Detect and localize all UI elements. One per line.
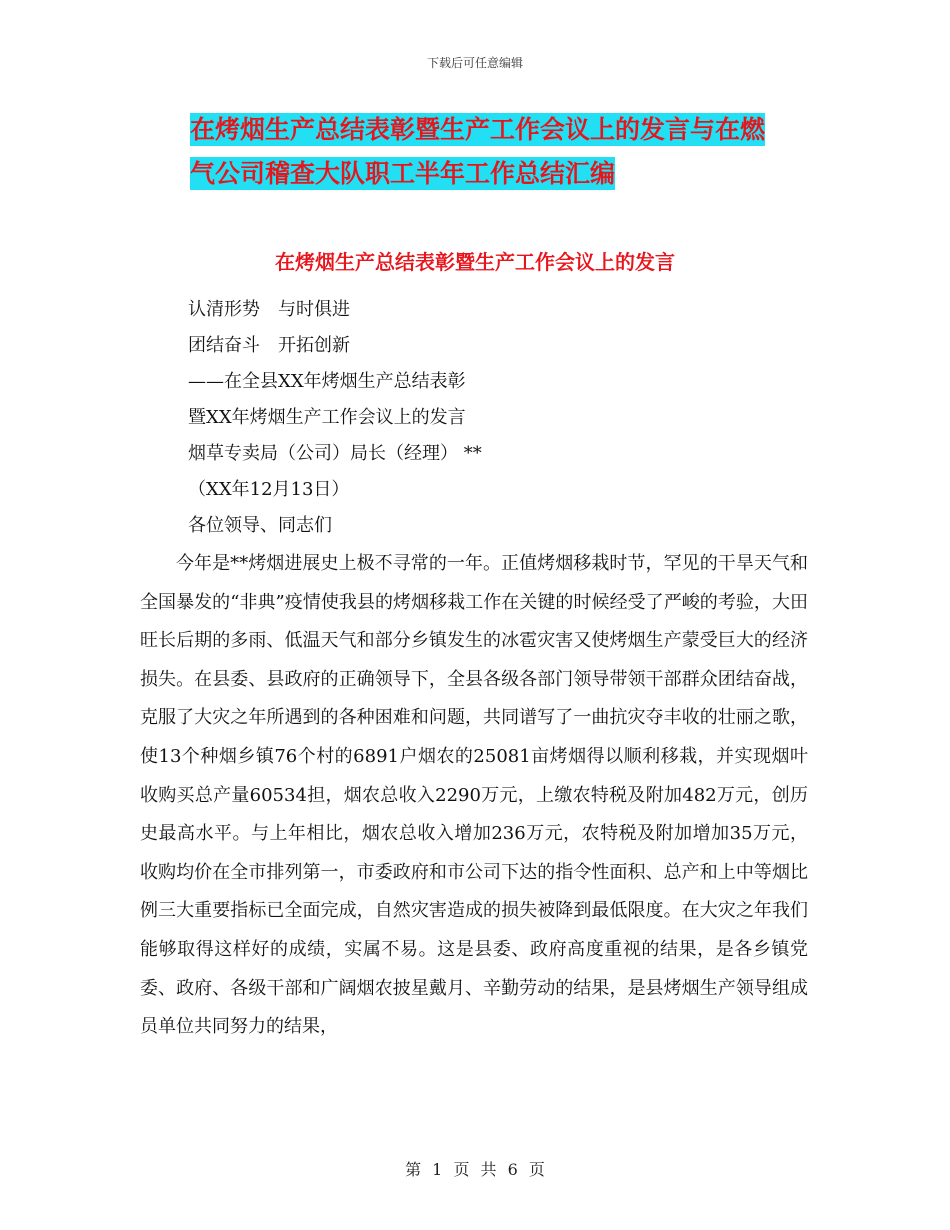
intro-line: 认清形势 与时俱进 bbox=[188, 299, 350, 320]
intro-line: 烟草专卖局（公司）局长（经理） ** bbox=[188, 443, 482, 464]
intro-line: 团结奋斗 开拓创新 bbox=[188, 335, 350, 356]
intro-line: （XX年12月13日） bbox=[188, 479, 350, 500]
body-paragraph: 今年是**烤烟进展史上极不寻常的一年。正值烤烟移栽时节，罕见的干旱天气和全国暴发的“非典”疫情使我县的烤烟移栽工作在关键的时候经受了严峻的考验，大田旺长后期的多雨、低温天气和部分乡镇发生的冰雹灾害又使烤烟生产蒙受巨大的经济损失。在县委、县政府的正确领导下，全县各级各部门领导带领干部群众团结奋战，克服了大灾之年所遇到的各种困难和问题，共同谱写了一曲抗灾夺丰收的壮丽之歌，使13个种烟乡镇76个村的6891户烟农的25081亩烤烟得以顺利移栽，并实现烟叶收购买总产量60534担，烟农总收入2290万元，上缴农特税及附加482万元，创历史最高水平。与上年相比，烟农总收入增加236万元，农特税及附加增加35万元，收购均价在全市排列第一，市委政府和市公司下达的指令性面积、总产和上中等烟比例三大重要指标已全面完成，自然灾害造成的损失被降到最低限度。在大灾之年我们能够取得这样好的成绩，实属不易。这是县委、政府高度重视的结果，是各乡镇党委、政府、各级干部和广阔烟农披星戴月、辛勤劳动的结果，是县烤烟生产领导组成员单位共同努力的结果， bbox=[140, 553, 808, 1038]
header-note: 下载后可任意编辑 bbox=[426, 56, 523, 70]
main-title bbox=[190, 108, 830, 196]
page-footer: 第 1 页 共 6 页 bbox=[405, 1160, 545, 1179]
intro-line: 暨XX年烤烟生产工作会议上的发言 bbox=[188, 407, 466, 428]
intro-line: ——在全县XX年烤烟生产总结表彰 bbox=[188, 371, 466, 392]
sub-title: 在烤烟生产总结表彰暨生产工作会议上的发言 bbox=[275, 250, 675, 274]
main-title-line-1: 在烤烟生产总结表彰暨生产工作会议上的发言与在燃 bbox=[190, 115, 766, 144]
main-title-line-2: 气公司稽查大队职工半年工作总结汇编 bbox=[190, 159, 616, 188]
intro-line: 各位领导、同志们 bbox=[188, 515, 332, 536]
intro-lines bbox=[188, 292, 788, 544]
